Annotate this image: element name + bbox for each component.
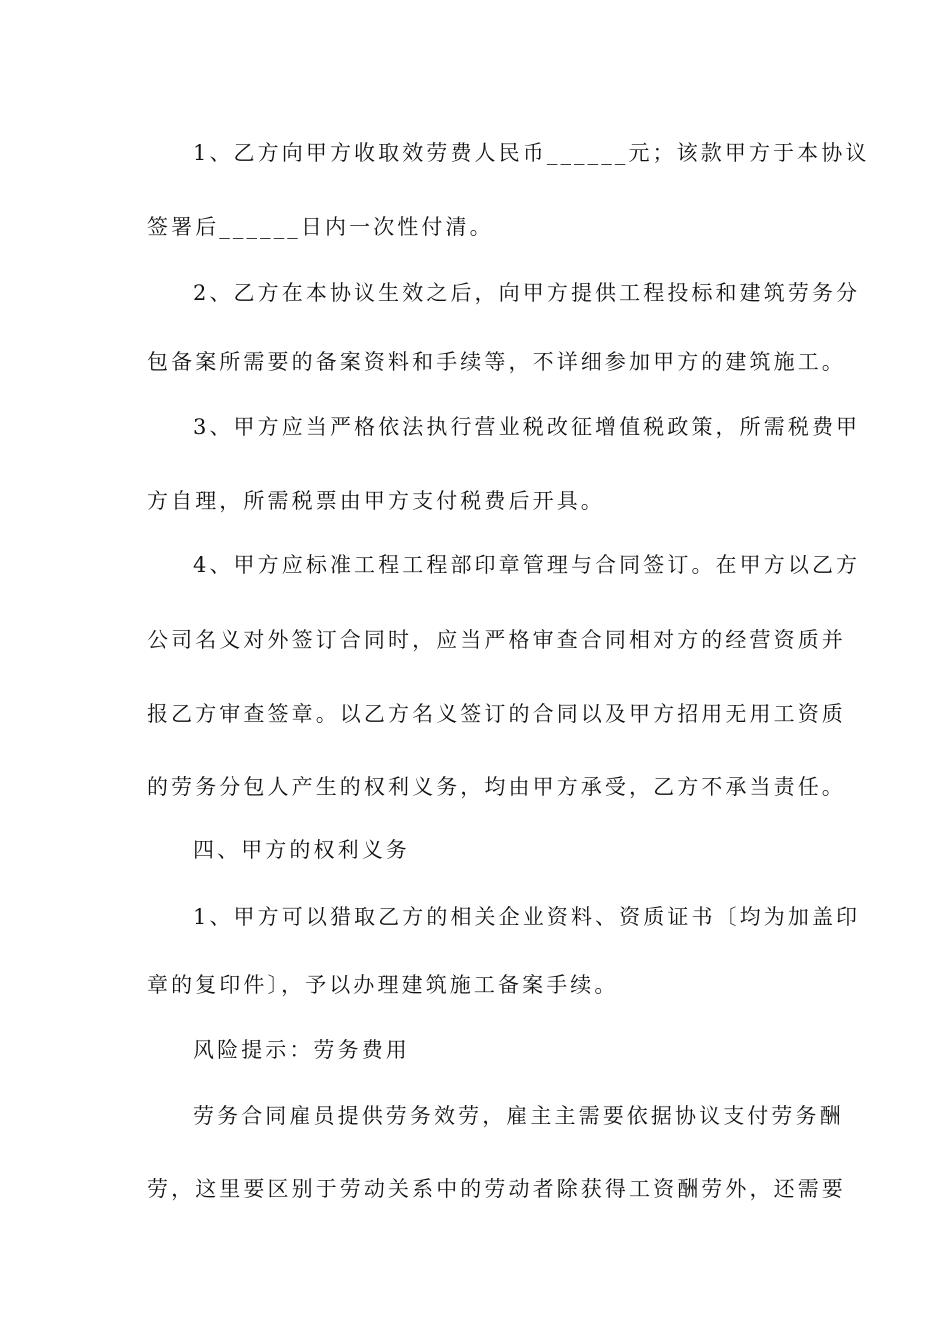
section-heading: 四、甲方的权利义务 [193,838,410,862]
paragraph-line: 报乙方审查签章。以乙方名义签订的合同以及甲方招用无用工资质 [147,702,846,726]
risk-notice-heading: 风险提示：劳务费用 [193,1038,410,1062]
paragraph-line: 劳务合同雇员提供劳务效劳，雇主主需要依据协议支付劳务酬 [193,1104,844,1128]
paragraph-line: 方自理，所需税票由甲方支付税费后开具。 [147,489,605,513]
paragraph-line: 劳，这里要区别于劳动关系中的劳动者除获得工资酬劳外，还需要 [147,1177,846,1201]
paragraph-line: 1、乙方向甲方收取效劳费人民币______元；该款甲方于本协议 [193,141,870,165]
paragraph-line: 的劳务分包人产生的权利义务，均由甲方承受，乙方不承当责任。 [147,775,846,799]
paragraph-line: 公司名义对外签订合同时，应当严格审查合同相对方的经营资质并 [147,628,846,652]
paragraph-line: 签署后______日内一次性付清。 [147,215,494,239]
paragraph-line: 2、乙方在本协议生效之后，向甲方提供工程投标和建筑劳务分 [193,281,861,305]
paragraph-line: 3、甲方应当严格依法执行营业税改征增值税政策，所需税费甲 [193,415,861,439]
paragraph-line: 4、甲方应标准工程工程部印章管理与合同签订。在甲方以乙方 [193,553,861,577]
paragraph-line: 章的复印件〕，予以办理建筑施工备案手续。 [147,973,619,997]
paragraph-line: 包备案所需要的备案资料和手续等，不详细参加甲方的建筑施工。 [147,350,846,374]
paragraph-line: 1、甲方可以猎取乙方的相关企业资料、资质证书〔均为加盖印 [193,905,861,929]
